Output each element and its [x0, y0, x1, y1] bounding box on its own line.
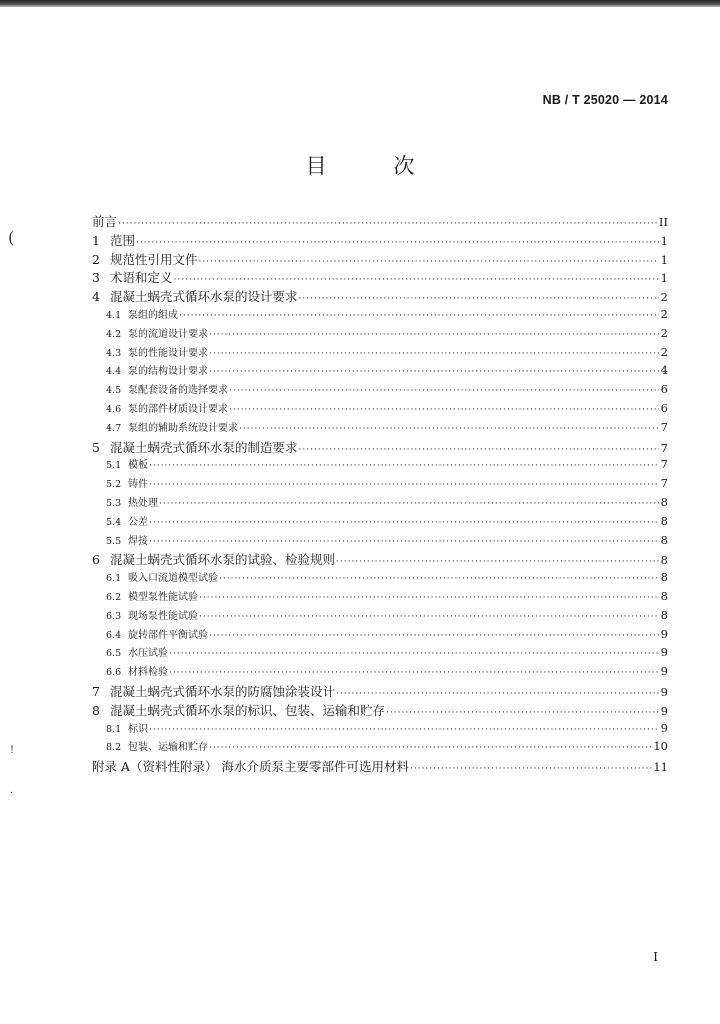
toc-entry-page: 4 — [660, 363, 668, 378]
scan-mark: ! — [10, 745, 15, 756]
toc-leader-dots — [179, 311, 659, 321]
toc-entry-page: 11 — [653, 760, 668, 775]
toc-leader-dots — [159, 499, 659, 509]
toc-entry-number: 6.3 — [106, 610, 122, 622]
toc-entry-number: 6.2 — [106, 591, 122, 603]
toc-entry-number: 4 — [92, 289, 100, 305]
toc-entry-number: 6 — [92, 552, 100, 568]
toc-entry-number: 8.1 — [106, 723, 122, 735]
toc-entry-page: 1 — [660, 252, 668, 267]
toc-leader-dots — [336, 689, 659, 699]
toc-entry-title: 泵的性能设计要求 — [128, 347, 208, 359]
toc-entry-number: 2 — [92, 251, 100, 267]
toc-entry[interactable] — [92, 663, 668, 682]
toc-leader-dots — [299, 294, 659, 304]
toc-entry-title: 材料检验 — [128, 667, 168, 679]
toc-entry-title: 旋转部件平衡试验 — [128, 629, 208, 641]
toc-entry[interactable] — [92, 701, 668, 720]
toc-leader-dots — [169, 649, 659, 659]
toc-entry-page: 9 — [660, 664, 668, 679]
toc-entry[interactable] — [92, 362, 668, 381]
toc-entry[interactable] — [92, 400, 668, 419]
toc-entry[interactable] — [92, 268, 668, 287]
toc-entry-title: 泵的部件材质设计要求 — [128, 403, 228, 415]
toc-entry-title: 泵组的辅助系统设计要求 — [128, 422, 238, 434]
toc-entry[interactable] — [92, 682, 668, 701]
toc-leader-dots — [229, 386, 659, 396]
toc-entry-title: 前言 — [92, 214, 118, 229]
toc-leader-dots — [149, 518, 659, 528]
toc-entry-number: 5.5 — [106, 535, 122, 547]
toc-entry[interactable] — [92, 306, 668, 325]
toc-entry-number: 5.3 — [106, 497, 122, 509]
toc-entry-title: 混凝土蜗壳式循环水泵的标识、包装、运输和贮存 — [110, 702, 386, 718]
toc-entry-title: 公差 — [128, 516, 148, 528]
toc-leader-dots — [229, 405, 659, 415]
toc-entry-number: 4.5 — [106, 385, 122, 397]
toc-entry-page: 8 — [660, 553, 668, 568]
toc-entry-number: 4.4 — [106, 366, 122, 378]
toc-entry-number: 4.2 — [106, 328, 122, 340]
toc-entry-page: 8 — [660, 532, 668, 547]
toc-leader-dots — [149, 537, 659, 547]
toc-entry-title: 术语和定义 — [110, 270, 173, 286]
toc-entry-title: 现场泵性能试验 — [128, 610, 198, 622]
toc-leader-dots — [336, 557, 659, 567]
toc-leader-dots — [209, 330, 659, 340]
toc-entry[interactable] — [92, 419, 668, 438]
toc-entry[interactable] — [92, 325, 668, 344]
toc-entry[interactable] — [92, 532, 668, 551]
toc-entry-page: 2 — [660, 344, 668, 359]
toc-entry-page: 8 — [660, 607, 668, 622]
toc-entry[interactable] — [92, 494, 668, 513]
toc-leader-dots — [410, 764, 652, 774]
toc-leader-dots — [136, 238, 659, 248]
toc-entry[interactable] — [92, 569, 668, 588]
toc-entry-title: 泵的流道设计要求 — [128, 328, 208, 340]
toc-entry-title: 泵组的组成 — [128, 309, 178, 321]
toc-leader-dots — [199, 593, 659, 603]
toc-entry-page: 9 — [660, 626, 668, 641]
toc-entry-title: 模板 — [128, 460, 148, 472]
page-number: I — [653, 950, 658, 964]
toc-entry-page: 1 — [660, 233, 668, 248]
toc-entry-number: 5.2 — [106, 479, 122, 491]
toc-entry-number: 4.3 — [106, 347, 122, 359]
toc-leader-dots — [209, 743, 652, 753]
toc-entry[interactable] — [92, 607, 668, 626]
toc-entry-title: 水压试验 — [128, 648, 168, 660]
toc-entry-title: 附录 A（资料性附录） 海水介质泵主要零部件可选用材料 — [92, 759, 409, 775]
toc-entry[interactable] — [92, 720, 668, 739]
toc-entry-title: 泵的结构设计要求 — [128, 366, 208, 378]
toc-entry-number: 6.5 — [106, 648, 122, 660]
toc-entry-title: 焊接 — [128, 535, 148, 547]
scan-top-edge — [0, 0, 720, 7]
toc-entry-page: 7 — [660, 419, 668, 434]
toc-entry-number: 4.6 — [106, 403, 122, 415]
toc-leader-dots — [149, 725, 659, 735]
toc-entry-number: 1 — [92, 232, 100, 248]
toc-leader-dots — [209, 367, 659, 377]
toc-entry[interactable] — [92, 250, 668, 269]
toc-entry-number: 3 — [92, 270, 100, 286]
toc-leader-dots — [239, 424, 659, 434]
toc-entry-page: II — [658, 215, 668, 229]
toc-entry-title: 混凝土蜗壳式循环水泵的制造要求 — [110, 439, 298, 455]
toc-entry-page: 1 — [660, 271, 668, 286]
toc-entry-page: 7 — [660, 440, 668, 455]
toc-leader-dots — [149, 480, 659, 490]
toc-entry-page: 2 — [660, 306, 668, 321]
toc-entry[interactable] — [92, 513, 668, 532]
toc-leader-dots — [118, 219, 658, 229]
toc-leader-dots — [199, 257, 659, 267]
toc-entry-number: 6.6 — [106, 667, 122, 679]
toc-entry-page: 9 — [660, 720, 668, 735]
toc-entry[interactable] — [92, 475, 668, 494]
toc-entry-title: 吸入口流道模型试验 — [128, 573, 218, 585]
toc-entry-number: 5 — [92, 439, 100, 455]
toc-entry-page: 2 — [660, 290, 668, 305]
toc-leader-dots — [219, 574, 659, 584]
toc-entry[interactable] — [92, 438, 668, 457]
toc-entry-number: 8 — [92, 702, 100, 718]
toc-entry[interactable] — [92, 588, 668, 607]
toc-entry-page: 9 — [660, 684, 668, 699]
toc-entry-number: 6.4 — [106, 629, 122, 641]
toc-entry-page: 8 — [660, 513, 668, 528]
toc-entry-page: 7 — [660, 476, 668, 491]
scan-mark: ( — [8, 228, 15, 247]
toc-entry-page: 6 — [660, 400, 668, 415]
toc-entry-title: 混凝土蜗壳式循环水泵的防腐蚀涂装设计 — [110, 683, 336, 699]
toc-entry[interactable] — [92, 626, 668, 645]
toc-entry[interactable] — [92, 738, 668, 757]
toc-entry[interactable] — [92, 344, 668, 363]
table-of-contents — [92, 212, 668, 776]
standard-code: NB / T 25020 — 2014 — [542, 93, 668, 107]
scan-mark: . — [10, 786, 13, 796]
toc-entry[interactable] — [92, 212, 668, 231]
toc-entry-title: 范围 — [110, 232, 136, 248]
toc-leader-dots — [209, 631, 659, 641]
toc-entry-title: 规范性引用文件 — [110, 251, 198, 267]
toc-entry[interactable] — [92, 644, 668, 663]
toc-entry-number: 8.2 — [106, 742, 122, 754]
toc-entry[interactable] — [92, 456, 668, 475]
toc-entry-title: 热处理 — [128, 497, 158, 509]
toc-entry[interactable] — [92, 287, 668, 306]
toc-entry-page: 8 — [660, 494, 668, 509]
toc-entry-number: 4.7 — [106, 422, 122, 434]
toc-entry-number: 5.1 — [106, 460, 122, 472]
toc-entry[interactable] — [92, 757, 668, 776]
toc-entry-page: 7 — [660, 457, 668, 472]
toc-entry-title: 标识 — [128, 723, 148, 735]
toc-entry-page: 2 — [660, 325, 668, 340]
toc-entry[interactable] — [92, 381, 668, 400]
toc-entry-page: 9 — [660, 645, 668, 660]
toc-entry-page: 10 — [653, 739, 668, 754]
page-title: 目 次 — [305, 154, 445, 178]
toc-leader-dots — [299, 445, 659, 455]
toc-entry-number: 5.4 — [106, 516, 122, 528]
toc-entry-page: 8 — [660, 588, 668, 603]
toc-entry[interactable] — [92, 231, 668, 250]
toc-entry-number: 7 — [92, 683, 100, 699]
toc-entry-page: 9 — [660, 703, 668, 718]
toc-entry[interactable] — [92, 550, 668, 569]
toc-leader-dots — [149, 461, 659, 471]
toc-entry-number: 6.1 — [106, 573, 122, 585]
toc-entry-title: 混凝土蜗壳式循环水泵的设计要求 — [110, 289, 298, 305]
toc-leader-dots — [174, 275, 659, 285]
toc-entry-title: 铸件 — [128, 479, 148, 491]
toc-leader-dots — [199, 612, 659, 622]
toc-entry-title: 模型泵性能试验 — [128, 591, 198, 603]
toc-leader-dots — [386, 708, 659, 718]
toc-entry-number: 4.1 — [106, 309, 122, 321]
toc-leader-dots — [209, 349, 659, 359]
toc-entry-page: 6 — [660, 382, 668, 397]
toc-entry-title: 包装、运输和贮存 — [128, 742, 208, 754]
toc-entry-title: 混凝土蜗壳式循环水泵的试验、检验规则 — [110, 552, 336, 568]
toc-entry-page: 8 — [660, 570, 668, 585]
toc-entry-title: 泵配套设备的选择要求 — [128, 385, 228, 397]
toc-leader-dots — [169, 668, 659, 678]
